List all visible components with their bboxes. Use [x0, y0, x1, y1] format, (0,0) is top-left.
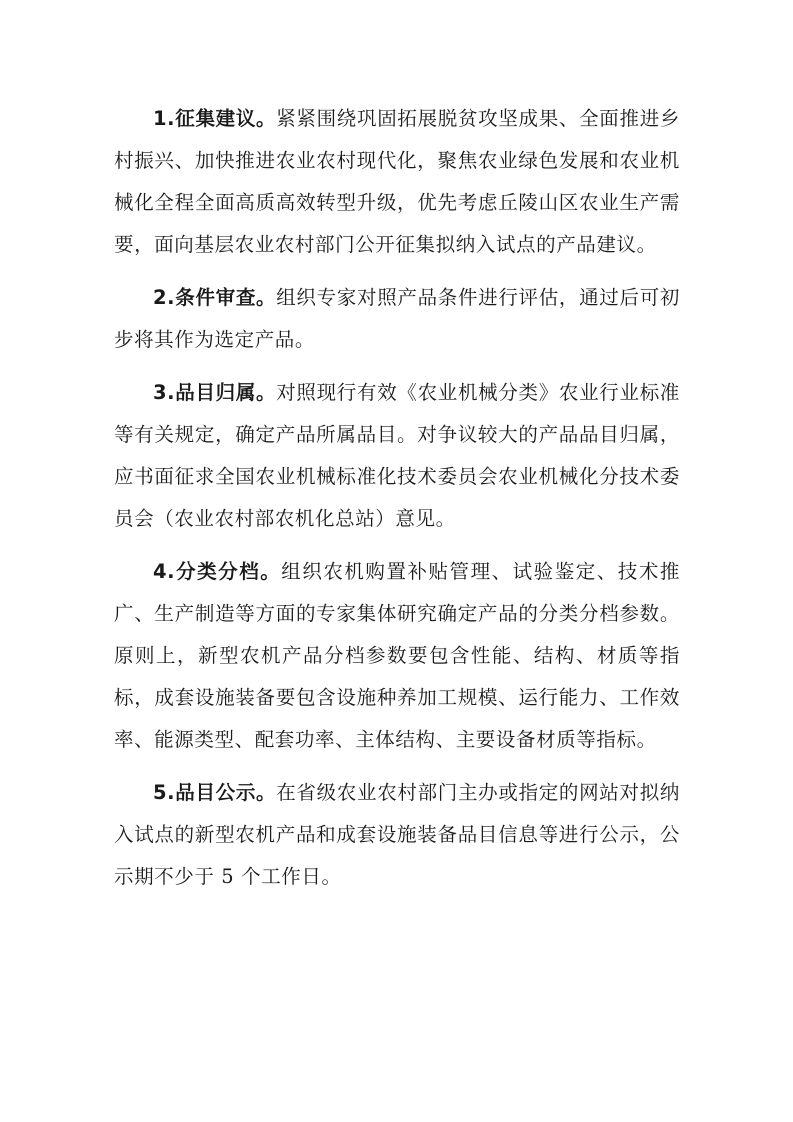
- paragraph-category-assignment: [114, 372, 680, 540]
- paragraph-collect-suggestions: [114, 98, 680, 266]
- document-body: [114, 98, 680, 909]
- paragraph-heading: 2.条件审查。: [153, 286, 277, 309]
- paragraph-heading: 4.分类分档。: [153, 560, 282, 583]
- paragraph-text: 在省级农业农村部门主办或指定的网站对拟纳入试点的新型农机产品和成套设施装备品目信息等进行公示，公示期不少于 5 个工作日。: [114, 781, 680, 888]
- paragraph-text: 组织专家对照产品条件进行评估，通过后可初步将其作为选定产品。: [114, 286, 680, 351]
- paragraph-heading: 1.征集建议。: [153, 107, 277, 130]
- paragraph-heading: 5.品目公示。: [153, 781, 277, 804]
- paragraph-classification-grading: [114, 551, 680, 761]
- paragraph-text: 紧紧围绕巩固拓展脱贫攻坚成果、全面推进乡村振兴、加快推进农业农村现代化，聚焦农业绿色发展和农业机械化全程全面高质高效转型升级，优先考虑丘陵山区农业生产需要，面向基层农业农村部门公开征集拟纳入试点的产品建议。: [114, 107, 680, 256]
- paragraph-text: 对照现行有效《农业机械分类》农业行业标准等有关规定，确定产品所属品目。对争议较大的产品品目归属，应书面征求全国农业机械标准化技术委员会农业机械化分技术委员会（农业农村部农机化总站）意见。: [114, 381, 680, 530]
- paragraph-text: 组织农机购置补贴管理、试验鉴定、技术推广、生产制造等方面的专家集体研究确定产品的分类分档参数。原则上，新型农机产品分档参数要包含性能、结构、材质等指标，成套设施装备要包含设施种养加工规模、运行能力、工作效率、能源类型、配套功率、主体结构、主要设备材质等指标。: [114, 560, 680, 751]
- paragraph-category-publicity: [114, 772, 680, 898]
- paragraph-heading: 3.品目归属。: [153, 381, 277, 404]
- paragraph-condition-review: [114, 277, 680, 361]
